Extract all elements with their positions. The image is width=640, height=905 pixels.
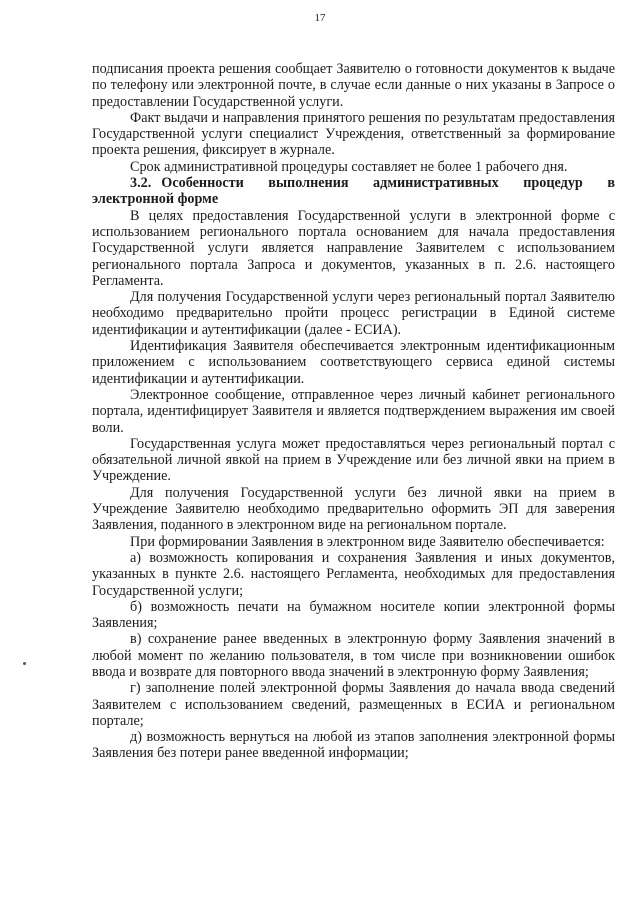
list-item: д) возможность вернуться на любой из этапов заполнения электронной формы Заявления без потери ранее введенной информации;	[92, 729, 615, 762]
paragraph: Срок административной процедуры составляет не более 1 рабочего дня.	[130, 158, 568, 175]
section-heading	[92, 175, 615, 208]
paragraph: Электронное сообщение, отправленное через личный кабинет регионального портала, идентифицирует Заявителя и является подтверждением выражения им своей воли.	[92, 386, 615, 436]
paragraph: подписания проекта решения сообщает Заявителю о готовности документов к выдаче по телефону или электронной почте, в случае если данные о них указаны в Запросе о предоставлении Государственной услуги.	[92, 61, 615, 110]
section-title: Особенности выполнения административных процедур в электронной форме	[92, 175, 615, 208]
paragraph: В целях предоставления Государственной услуги в электронной форме с использованием регионального портала основанием для начала предоставления Государственной услуги является направление Заявителем с использованием регионального портала Запроса и документов, указанных в п. 2.6. настоящего Регламента.	[92, 207, 615, 289]
paragraph: Факт выдачи и направления принятого решения по результатам предоставления Государственной услуги специалист Учреждения, ответственный за формирование проекта решения, фиксирует в журнале.	[92, 109, 615, 159]
scan-speck	[23, 662, 26, 665]
list-item: а) возможность копирования и сохранения Заявления и иных документов, указанных в пункте 2.6. настоящего Регламента, необходимых для предоставления Государственной услуги;	[92, 549, 615, 599]
list-item: в) сохранение ранее введенных в электронную форму Заявления значений в любой момент по желанию пользователя, в том числе при возникновении ошибок ввода и возврате для повторного ввода значений в электронную форму Заявления;	[92, 631, 615, 680]
list-item: г) заполнение полей электронной формы Заявления до начала ввода сведений Заявителем с использованием сведений, размещенных в ЕСИА и региональном портале;	[92, 680, 615, 729]
paragraph: При формировании Заявления в электронном виде Заявителю обеспечивается:	[130, 533, 605, 550]
paragraph: Для получения Государственной услуги через региональный портал Заявителю необходимо предварительно пройти процесс регистрации в Единой системе идентификации и аутентификации (далее - ЕСИА).	[92, 289, 615, 338]
list-item: б) возможность печати на бумажном носителе копии электронной формы Заявления;	[92, 598, 615, 632]
paragraph: Государственная услуга может предоставляться через региональный портал с обязательной личной явкой на прием в Учреждение или без личной явки на прием в Учреждение.	[92, 435, 615, 485]
paragraph: Идентификация Заявителя обеспечивается электронным идентификационным приложением с использованием соответствующего сервиса единой системы идентификации и аутентификации.	[92, 338, 615, 387]
document-body	[92, 61, 615, 762]
section-number: 3.2.	[130, 175, 152, 192]
page-number: 17	[314, 12, 326, 24]
paragraph: Для получения Государственной услуги без личной явки на прием в Учреждение Заявителю необходимо предварительно оформить ЭП для заверения Заявления, поданного в электронном виде на региональном портале.	[92, 484, 615, 534]
